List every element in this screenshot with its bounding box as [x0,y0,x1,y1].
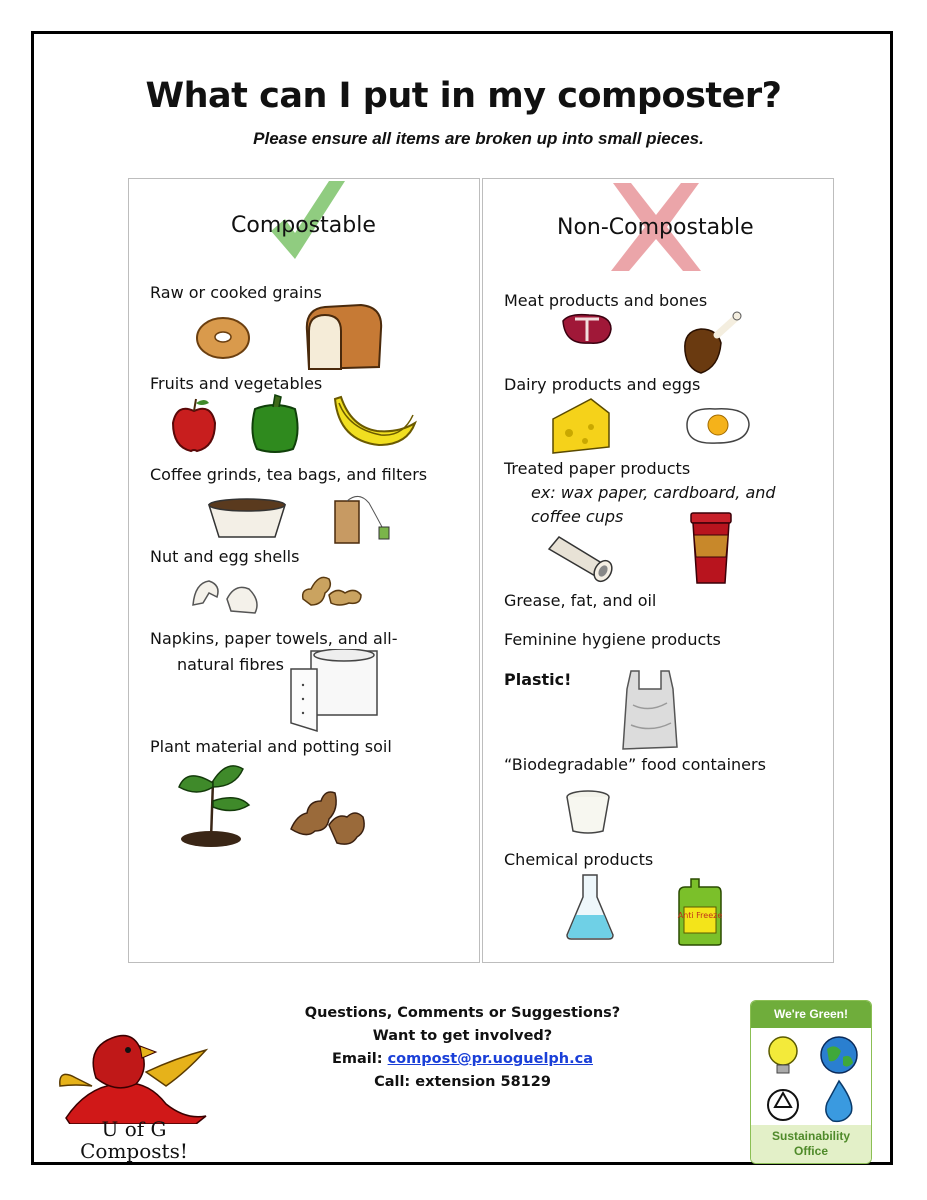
non-compostable-panel [482,178,834,963]
badge-office [751,1125,871,1163]
gryphon-mascot-icon [56,1028,212,1124]
item-grains: Raw or cooked grains [150,283,322,302]
antifreeze-jug-icon [677,877,723,947]
footer-questions: Questions, Comments or Suggestions? [304,1005,621,1021]
paper-example-line1: ex: wax paper, cardboard, and [531,483,776,502]
item-napkins-line1: Napkins, paper towels, and all- [150,629,398,648]
logo-line2: Composts! [80,1139,188,1163]
footer-call: Call: extension 58129 [374,1074,551,1090]
badge-bottom-line2: Office [793,1144,828,1158]
footer-involved: Want to get involved? [372,1028,553,1044]
email-link[interactable]: compost@pr.uoguelph.ca [387,1051,593,1067]
peanuts-icon [299,569,365,609]
globe-icon [817,1033,861,1077]
food-container-icon [565,789,611,835]
item-chemical: Chemical products [504,850,654,869]
apple-icon [169,395,219,453]
item-dairy: Dairy products and eggs [504,375,701,394]
item-coffee: Coffee grinds, tea bags, and filters [150,465,428,484]
oak-leaves-icon [289,779,369,849]
compostable-heading: Compostable [231,213,376,238]
coffee-filter-icon [205,497,289,543]
logo-line1: U of G [101,1117,167,1141]
lightbulb-icon [761,1033,805,1077]
item-grease: Grease, fat, and oil [504,591,657,610]
page-subtitle: Please ensure all items are broken up into small pieces. [253,129,704,148]
item-meat: Meat products and bones [504,291,708,310]
were-green-badge [750,1000,872,1164]
cardboard-tube-icon [545,535,621,585]
fried-egg-icon [683,403,753,447]
steak-icon [559,311,615,347]
item-napkins-line2: natural fibres [177,655,284,674]
item-paper: Treated paper products [504,459,691,478]
item-plants: Plant material and potting soil [150,737,392,756]
paper-example-line2: coffee cups [531,507,624,526]
footer-email-line [280,1048,645,1071]
cheese-icon [551,397,611,455]
egg-shells-icon [191,575,261,617]
paper-towel-icon [289,649,379,733]
footer-email-label: Email: [331,1051,388,1067]
bananas-icon [329,393,419,453]
item-plastic: Plastic! [504,670,572,689]
badge-bottom-line1: Sustainability [771,1129,851,1143]
bagel-icon [195,315,251,361]
antifreeze-label: Anti Freeze [677,911,723,920]
contact-block [280,1002,645,1094]
non-compostable-heading: Non-Compostable [557,215,754,240]
flask-icon [565,873,615,941]
tea-bag-icon [329,491,393,547]
item-shells: Nut and egg shells [150,547,300,566]
item-paper-example [531,481,801,529]
recycle-mascot-icon [761,1081,805,1125]
item-hygiene: Feminine hygiene products [504,630,721,649]
page-title: What can I put in my composter? [145,76,782,116]
plastic-bag-icon [621,669,679,751]
uog-composts-logo-text [55,1118,213,1162]
water-drop-icon [819,1079,859,1123]
drumstick-icon [679,311,749,377]
pepper-icon [247,393,303,455]
bread-loaf-icon [301,301,385,373]
compostable-panel [128,178,480,963]
coffee-cup-icon [687,511,735,585]
item-biodegradable: “Biodegradable” food containers [504,755,766,774]
sprout-icon [177,757,251,849]
badge-title: We're Green! [751,1001,871,1028]
item-fruits: Fruits and vegetables [150,374,323,393]
